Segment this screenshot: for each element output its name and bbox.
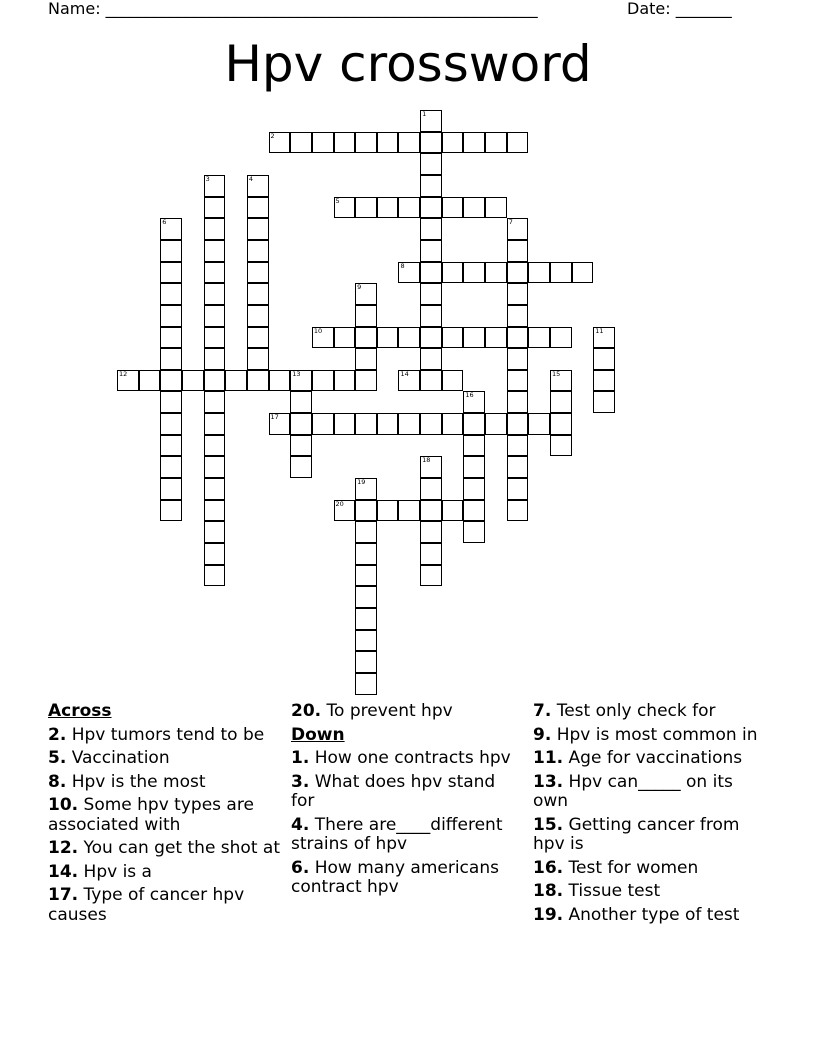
grid-cell[interactable] bbox=[485, 132, 507, 154]
clue-item-text: Type of cancer hpv causes bbox=[48, 885, 245, 925]
clue-item-text: Hpv is most common in bbox=[556, 724, 758, 745]
grid-cell[interactable] bbox=[593, 370, 615, 392]
grid-cell[interactable] bbox=[355, 608, 377, 630]
clue-item-text: Tissue test bbox=[568, 881, 661, 901]
clue-number: 14 bbox=[400, 369, 409, 378]
grid-cell[interactable] bbox=[290, 391, 312, 413]
clue-item bbox=[533, 882, 765, 902]
grid-cell[interactable] bbox=[507, 456, 529, 478]
grid-cell[interactable] bbox=[528, 262, 550, 284]
clue-item-number: 15. bbox=[533, 814, 564, 835]
clue-number: 7 bbox=[508, 218, 513, 227]
grid-cell[interactable] bbox=[204, 240, 226, 262]
clue-item bbox=[48, 796, 280, 835]
grid-cell[interactable] bbox=[377, 327, 399, 349]
grid-cell[interactable] bbox=[442, 132, 464, 154]
clue-item bbox=[533, 906, 765, 926]
grid-cell[interactable] bbox=[117, 370, 139, 392]
clue-item-number: 12. bbox=[48, 838, 79, 858]
grid-cell[interactable] bbox=[420, 175, 442, 197]
clue-item-number: 20. bbox=[291, 701, 322, 721]
clue-item-number: 2. bbox=[48, 724, 67, 745]
grid-cell[interactable] bbox=[247, 197, 269, 219]
grid-cell[interactable] bbox=[463, 391, 485, 413]
grid-cell[interactable] bbox=[442, 197, 464, 219]
grid-cell[interactable] bbox=[398, 262, 420, 284]
grid-cell[interactable] bbox=[204, 500, 226, 522]
grid-cell[interactable] bbox=[550, 435, 572, 457]
grid-cell[interactable] bbox=[507, 478, 529, 500]
grid-cell[interactable] bbox=[204, 543, 226, 565]
grid-cell[interactable] bbox=[507, 305, 529, 327]
clue-item-number: 6. bbox=[291, 857, 310, 878]
clue-item-text: There are____different strains of hpv bbox=[291, 814, 503, 854]
clue-column-1 bbox=[48, 702, 280, 929]
clue-number: 11 bbox=[595, 326, 604, 335]
grid-cell[interactable] bbox=[355, 132, 377, 154]
grid-cell[interactable] bbox=[463, 197, 485, 219]
grid-cell[interactable] bbox=[550, 391, 572, 413]
clue-item-text: Hpv can_____ on its own bbox=[533, 771, 733, 811]
grid-cell[interactable] bbox=[442, 327, 464, 349]
grid-cell[interactable] bbox=[355, 478, 377, 500]
clue-item-number: 3. bbox=[291, 771, 310, 792]
grid-cell[interactable] bbox=[442, 500, 464, 522]
clue-item-number: 18. bbox=[533, 881, 564, 901]
grid-cell[interactable] bbox=[269, 132, 291, 154]
grid-cell[interactable] bbox=[204, 521, 226, 543]
grid-cell[interactable] bbox=[160, 327, 182, 349]
grid-cell[interactable] bbox=[160, 262, 182, 284]
clue-item-text: What does hpv stand for bbox=[291, 771, 496, 811]
grid-cell[interactable] bbox=[334, 197, 356, 219]
grid-cell[interactable] bbox=[485, 262, 507, 284]
grid-cell[interactable] bbox=[312, 132, 334, 154]
clue-heading: Down bbox=[291, 724, 345, 745]
grid-cell[interactable] bbox=[377, 132, 399, 154]
clue-item-text: Test for women bbox=[568, 857, 699, 878]
grid-cell[interactable] bbox=[290, 456, 312, 478]
grid-cell[interactable] bbox=[593, 327, 615, 349]
grid-cell[interactable] bbox=[528, 327, 550, 349]
clue-item bbox=[291, 702, 523, 722]
grid-cell[interactable] bbox=[377, 413, 399, 435]
clue-item-text: Test only check for bbox=[556, 701, 716, 721]
grid-cell[interactable] bbox=[290, 435, 312, 457]
clue-item-text: How one contracts hpv bbox=[314, 748, 511, 768]
grid-cell[interactable] bbox=[463, 262, 485, 284]
clue-number: 9 bbox=[357, 283, 362, 292]
grid-cell[interactable] bbox=[420, 218, 442, 240]
page-title: Hpv crossword bbox=[224, 35, 592, 93]
date-field-label: Date: _______ bbox=[627, 0, 732, 18]
clue-item-text: Some hpv types are associated with bbox=[48, 795, 254, 835]
grid-cell[interactable] bbox=[485, 413, 507, 435]
grid-cell[interactable] bbox=[204, 370, 226, 392]
grid-cell[interactable] bbox=[507, 500, 529, 522]
grid-cell[interactable] bbox=[398, 413, 420, 435]
grid-cell[interactable] bbox=[247, 218, 269, 240]
grid-cell[interactable] bbox=[247, 370, 269, 392]
clue-item-number: 16. bbox=[533, 857, 564, 878]
clue-item-number: 10. bbox=[48, 795, 79, 815]
grid-cell[interactable] bbox=[420, 521, 442, 543]
grid-cell[interactable] bbox=[225, 370, 247, 392]
grid-cell[interactable] bbox=[420, 305, 442, 327]
grid-cell[interactable] bbox=[420, 262, 442, 284]
clue-item bbox=[48, 886, 280, 925]
grid-cell[interactable] bbox=[420, 370, 442, 392]
grid-cell[interactable] bbox=[269, 413, 291, 435]
grid-cell[interactable] bbox=[247, 348, 269, 370]
grid-cell[interactable] bbox=[355, 197, 377, 219]
grid-cell[interactable] bbox=[593, 391, 615, 413]
grid-cell[interactable] bbox=[204, 218, 226, 240]
grid-cell[interactable] bbox=[507, 435, 529, 457]
grid-cell[interactable] bbox=[247, 240, 269, 262]
grid-cell[interactable] bbox=[572, 262, 594, 284]
clue-item-number: 5. bbox=[48, 748, 67, 768]
grid-cell[interactable] bbox=[355, 673, 377, 695]
grid-cell[interactable] bbox=[550, 262, 572, 284]
clue-item bbox=[291, 773, 523, 812]
clue-item-number: 7. bbox=[533, 701, 552, 721]
clue-number: 4 bbox=[248, 174, 254, 183]
clue-number: 12 bbox=[119, 369, 128, 378]
grid-cell[interactable] bbox=[355, 565, 377, 587]
clue-item-number: 11. bbox=[533, 748, 564, 768]
grid-cell[interactable] bbox=[550, 370, 572, 392]
grid-cell[interactable] bbox=[355, 370, 377, 392]
grid-cell[interactable] bbox=[398, 132, 420, 154]
grid-cell[interactable] bbox=[593, 348, 615, 370]
clue-item bbox=[533, 726, 765, 746]
clue-item bbox=[533, 816, 765, 855]
clue-number: 18 bbox=[422, 456, 431, 465]
grid-cell[interactable] bbox=[463, 456, 485, 478]
grid-cell[interactable] bbox=[247, 262, 269, 284]
grid-cell[interactable] bbox=[420, 348, 442, 370]
grid-cell[interactable] bbox=[398, 197, 420, 219]
grid-cell[interactable] bbox=[290, 370, 312, 392]
grid-cell[interactable] bbox=[507, 132, 529, 154]
clue-heading: Across bbox=[48, 701, 112, 721]
grid-cell[interactable] bbox=[160, 370, 182, 392]
clue-column-2 bbox=[291, 702, 523, 902]
grid-cell[interactable] bbox=[507, 391, 529, 413]
clue-item-number: 13. bbox=[533, 771, 564, 792]
grid-cell[interactable] bbox=[160, 413, 182, 435]
clue-item-text: How many americans contract hpv bbox=[291, 857, 499, 897]
grid-cell[interactable] bbox=[507, 370, 529, 392]
clue-item-text: Hpv is a bbox=[83, 861, 152, 882]
header-line bbox=[0, 0, 816, 22]
grid-cell[interactable] bbox=[204, 413, 226, 435]
grid-cell[interactable] bbox=[334, 132, 356, 154]
clue-item-text: Getting cancer from hpv is bbox=[533, 814, 740, 854]
clue-item bbox=[533, 859, 765, 879]
grid-cell[interactable] bbox=[420, 153, 442, 175]
grid-cell[interactable] bbox=[204, 327, 226, 349]
grid-cell[interactable] bbox=[204, 391, 226, 413]
clue-number: 1 bbox=[422, 110, 427, 118]
grid-cell[interactable] bbox=[182, 370, 204, 392]
grid-cell[interactable] bbox=[160, 218, 182, 240]
grid-cell[interactable] bbox=[355, 521, 377, 543]
clue-item-text: Vaccination bbox=[71, 748, 170, 768]
grid-cell[interactable] bbox=[485, 327, 507, 349]
clue-item-text: Age for vaccinations bbox=[568, 748, 743, 768]
clue-item bbox=[533, 749, 765, 769]
grid-cell[interactable] bbox=[204, 478, 226, 500]
grid-cell[interactable] bbox=[160, 283, 182, 305]
clue-number: 15 bbox=[552, 369, 561, 378]
grid-cell[interactable] bbox=[312, 327, 334, 349]
clue-item bbox=[291, 859, 523, 898]
grid-cell[interactable] bbox=[247, 175, 269, 197]
clue-item-text: You can get the shot at bbox=[83, 838, 280, 858]
grid-cell[interactable] bbox=[247, 283, 269, 305]
grid-cell[interactable] bbox=[442, 370, 464, 392]
grid-cell[interactable] bbox=[420, 240, 442, 262]
clue-item bbox=[48, 726, 280, 746]
grid-cell[interactable] bbox=[507, 240, 529, 262]
clue-item-number: 1. bbox=[291, 748, 310, 768]
grid-cell[interactable] bbox=[204, 197, 226, 219]
clue-number: 13 bbox=[292, 369, 301, 378]
grid-cell[interactable] bbox=[247, 327, 269, 349]
grid-cell[interactable] bbox=[398, 370, 420, 392]
clue-item bbox=[291, 816, 523, 855]
grid-cell[interactable] bbox=[442, 262, 464, 284]
grid-cell[interactable] bbox=[550, 327, 572, 349]
clue-item-text: To prevent hpv bbox=[326, 701, 453, 721]
grid-cell[interactable] bbox=[355, 651, 377, 673]
grid-cell[interactable] bbox=[355, 327, 377, 349]
name-field-label: Name: ______________________________________________________ bbox=[48, 0, 538, 18]
clue-item bbox=[533, 702, 765, 722]
grid-cell[interactable] bbox=[550, 413, 572, 435]
grid-cell[interactable] bbox=[442, 413, 464, 435]
grid-cell[interactable] bbox=[420, 132, 442, 154]
grid-cell[interactable] bbox=[160, 240, 182, 262]
grid-cell[interactable] bbox=[290, 413, 312, 435]
grid-cell[interactable] bbox=[528, 413, 550, 435]
grid-cell[interactable] bbox=[160, 456, 182, 478]
grid-cell[interactable] bbox=[420, 565, 442, 587]
grid-cell[interactable] bbox=[463, 413, 485, 435]
grid-cell[interactable] bbox=[204, 175, 226, 197]
grid-cell[interactable] bbox=[398, 500, 420, 522]
clue-number: 8 bbox=[400, 261, 405, 270]
clue-number: 6 bbox=[162, 218, 167, 227]
grid-cell[interactable] bbox=[355, 586, 377, 608]
clue-item bbox=[48, 839, 280, 859]
clue-item-number: 9. bbox=[533, 724, 552, 745]
clue-item-number: 14. bbox=[48, 861, 79, 882]
clue-column-3 bbox=[533, 702, 765, 929]
grid-cell[interactable] bbox=[204, 305, 226, 327]
grid-cell[interactable] bbox=[160, 435, 182, 457]
clue-item-number: 8. bbox=[48, 771, 67, 792]
grid-cell[interactable] bbox=[420, 543, 442, 565]
grid-cell[interactable] bbox=[139, 370, 161, 392]
clue-number: 20 bbox=[335, 499, 344, 508]
clue-number: 2 bbox=[270, 131, 275, 140]
grid-cell[interactable] bbox=[507, 262, 529, 284]
grid-cell[interactable] bbox=[355, 283, 377, 305]
clue-number: 10 bbox=[313, 326, 323, 335]
grid-cell[interactable] bbox=[204, 283, 226, 305]
grid-cell[interactable] bbox=[463, 132, 485, 154]
grid-cell[interactable] bbox=[507, 327, 529, 349]
grid-cell[interactable] bbox=[507, 283, 529, 305]
clue-item-number: 17. bbox=[48, 885, 79, 905]
clue-item bbox=[48, 773, 280, 793]
clue-item bbox=[291, 749, 523, 769]
grid-cell[interactable] bbox=[355, 500, 377, 522]
grid-cell[interactable] bbox=[507, 413, 529, 435]
clue-number: 19 bbox=[357, 478, 366, 487]
grid-cell[interactable] bbox=[355, 543, 377, 565]
grid-cell[interactable] bbox=[312, 370, 334, 392]
clue-item bbox=[48, 749, 280, 769]
grid-cell[interactable] bbox=[420, 283, 442, 305]
grid-cell[interactable] bbox=[420, 197, 442, 219]
grid-cell[interactable] bbox=[160, 500, 182, 522]
grid-cell[interactable] bbox=[355, 305, 377, 327]
grid-cell[interactable] bbox=[377, 197, 399, 219]
grid-cell[interactable] bbox=[398, 327, 420, 349]
grid-cell[interactable] bbox=[160, 478, 182, 500]
grid-cell[interactable] bbox=[334, 370, 356, 392]
clue-item bbox=[533, 773, 765, 812]
grid-cell[interactable] bbox=[463, 478, 485, 500]
grid-cell[interactable] bbox=[204, 456, 226, 478]
grid-cell[interactable] bbox=[507, 348, 529, 370]
grid-cell[interactable] bbox=[334, 500, 356, 522]
grid-cell[interactable] bbox=[420, 478, 442, 500]
grid-cell[interactable] bbox=[204, 348, 226, 370]
clue-item-text: Hpv is the most bbox=[71, 771, 206, 792]
clue-number: 5 bbox=[335, 196, 340, 205]
grid-cell[interactable] bbox=[377, 500, 399, 522]
grid-cell[interactable] bbox=[204, 565, 226, 587]
grid-cell[interactable] bbox=[160, 391, 182, 413]
grid-cell[interactable] bbox=[463, 435, 485, 457]
grid-cell[interactable] bbox=[290, 132, 312, 154]
grid-cell[interactable] bbox=[420, 327, 442, 349]
grid-cell[interactable] bbox=[485, 197, 507, 219]
grid-cell[interactable] bbox=[420, 413, 442, 435]
grid-cell[interactable] bbox=[463, 327, 485, 349]
grid-cell[interactable] bbox=[355, 413, 377, 435]
grid-cell[interactable] bbox=[355, 630, 377, 652]
grid-cell[interactable] bbox=[204, 262, 226, 284]
grid-cell[interactable] bbox=[160, 348, 182, 370]
grid-cell[interactable] bbox=[420, 110, 442, 132]
grid-cell[interactable] bbox=[507, 218, 529, 240]
clue-item-text: Hpv tumors tend to be bbox=[71, 724, 265, 745]
grid-cell[interactable] bbox=[334, 413, 356, 435]
clue-item-number: 19. bbox=[533, 904, 564, 925]
grid-cell[interactable] bbox=[334, 327, 356, 349]
grid-cell[interactable] bbox=[204, 435, 226, 457]
grid-cell[interactable] bbox=[420, 456, 442, 478]
clue-number: 16 bbox=[465, 391, 474, 400]
clue-item bbox=[48, 863, 280, 883]
clue-item-text: Another type of test bbox=[568, 904, 740, 925]
grid-cell[interactable] bbox=[355, 348, 377, 370]
grid-cell[interactable] bbox=[463, 500, 485, 522]
grid-cell[interactable] bbox=[269, 370, 291, 392]
clue-number: 17 bbox=[270, 413, 279, 422]
grid-cell[interactable] bbox=[420, 500, 442, 522]
clue-item-number: 4. bbox=[291, 814, 310, 835]
grid-cell[interactable] bbox=[160, 305, 182, 327]
grid-cell[interactable] bbox=[463, 521, 485, 543]
grid-cell[interactable] bbox=[312, 413, 334, 435]
clue-number: 3 bbox=[205, 174, 210, 183]
grid-cell[interactable] bbox=[247, 305, 269, 327]
